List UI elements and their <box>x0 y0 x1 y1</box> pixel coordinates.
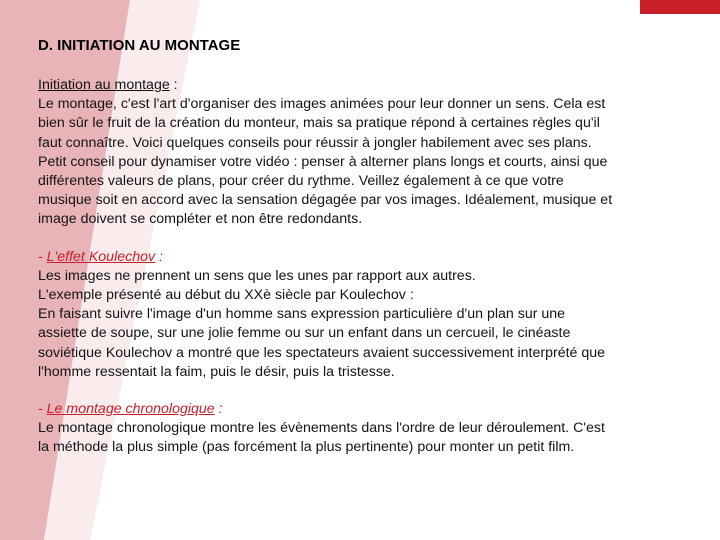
text-line: Petit conseil pour dynamiser votre vidéo : penser à alterner plans longs et courts, ainsi que <box>38 153 608 170</box>
text-line: Le montage, c'est l'art d'organiser des images animées pour leur donner un sens. Cela est <box>38 96 606 113</box>
heading-text: Initiation au montage <box>38 77 170 93</box>
heading-suffix: : <box>214 401 223 418</box>
text-line: bien sûr le fruit de la création du monteur, mais sa pratique répond à certaines règles qu'il <box>38 115 600 132</box>
title-text: D. INITIATION AU MONTAGE <box>38 37 241 54</box>
section-paragraph <box>38 95 698 229</box>
heading-suffix: : <box>169 77 178 93</box>
text-line: image doivent se compléter et non être redondants. <box>38 211 363 228</box>
heading-text: Le montage chronologique <box>46 401 215 418</box>
slide-content <box>38 36 698 476</box>
section-heading <box>38 248 698 267</box>
heading-text: L'effet Koulechov <box>46 248 156 265</box>
slide-title <box>38 36 698 56</box>
text-line: L'exemple présenté au début du XXè siècle par Koulechov : <box>38 287 414 304</box>
text-line: différentes valeurs de plans, pour créer du rythme. Veillez également à ce que votre <box>38 173 564 190</box>
section-heading <box>38 76 698 95</box>
text-line: Le montage chronologique montre les évènements dans l'ordre de leur déroulement. C'est <box>38 420 605 437</box>
text-line: faut connaître. Voici quelques conseils pour réussir à jongler habilement avec ses plans. <box>38 134 592 151</box>
section-paragraph <box>38 267 698 382</box>
section-paragraph <box>38 419 698 457</box>
section-chronologique <box>38 400 698 458</box>
heading-suffix: : <box>155 248 163 265</box>
text-line: soviétique Koulechov a montré que les spectateurs avaient successivement interprété que <box>38 344 606 361</box>
section-initiation <box>38 76 698 230</box>
text-line: En faisant suivre l'image d'un homme sans expression particulière d'un plan sur une <box>38 306 566 323</box>
text-line: assiette de soupe, sur une jolie femme ou sur un enfant dans un cercueil, le cinéaste <box>38 325 571 342</box>
heading-prefix: - <box>38 401 47 418</box>
text-line: l'homme ressentait la faim, puis le désir, puis la tristesse. <box>38 363 395 380</box>
heading-prefix: - <box>38 248 47 265</box>
text-line: la méthode la plus simple (pas forcément la plus pertinente) pour monter un petit film. <box>38 439 575 456</box>
section-heading <box>38 400 698 419</box>
corner-accent-bar <box>640 0 720 14</box>
text-line: Les images ne prennent un sens que les unes par rapport aux autres. <box>38 267 476 284</box>
section-koulechov <box>38 248 698 382</box>
text-line: musique soit en accord avec la sensation dégagée par vos images. Idéalement, musique et <box>38 192 613 209</box>
